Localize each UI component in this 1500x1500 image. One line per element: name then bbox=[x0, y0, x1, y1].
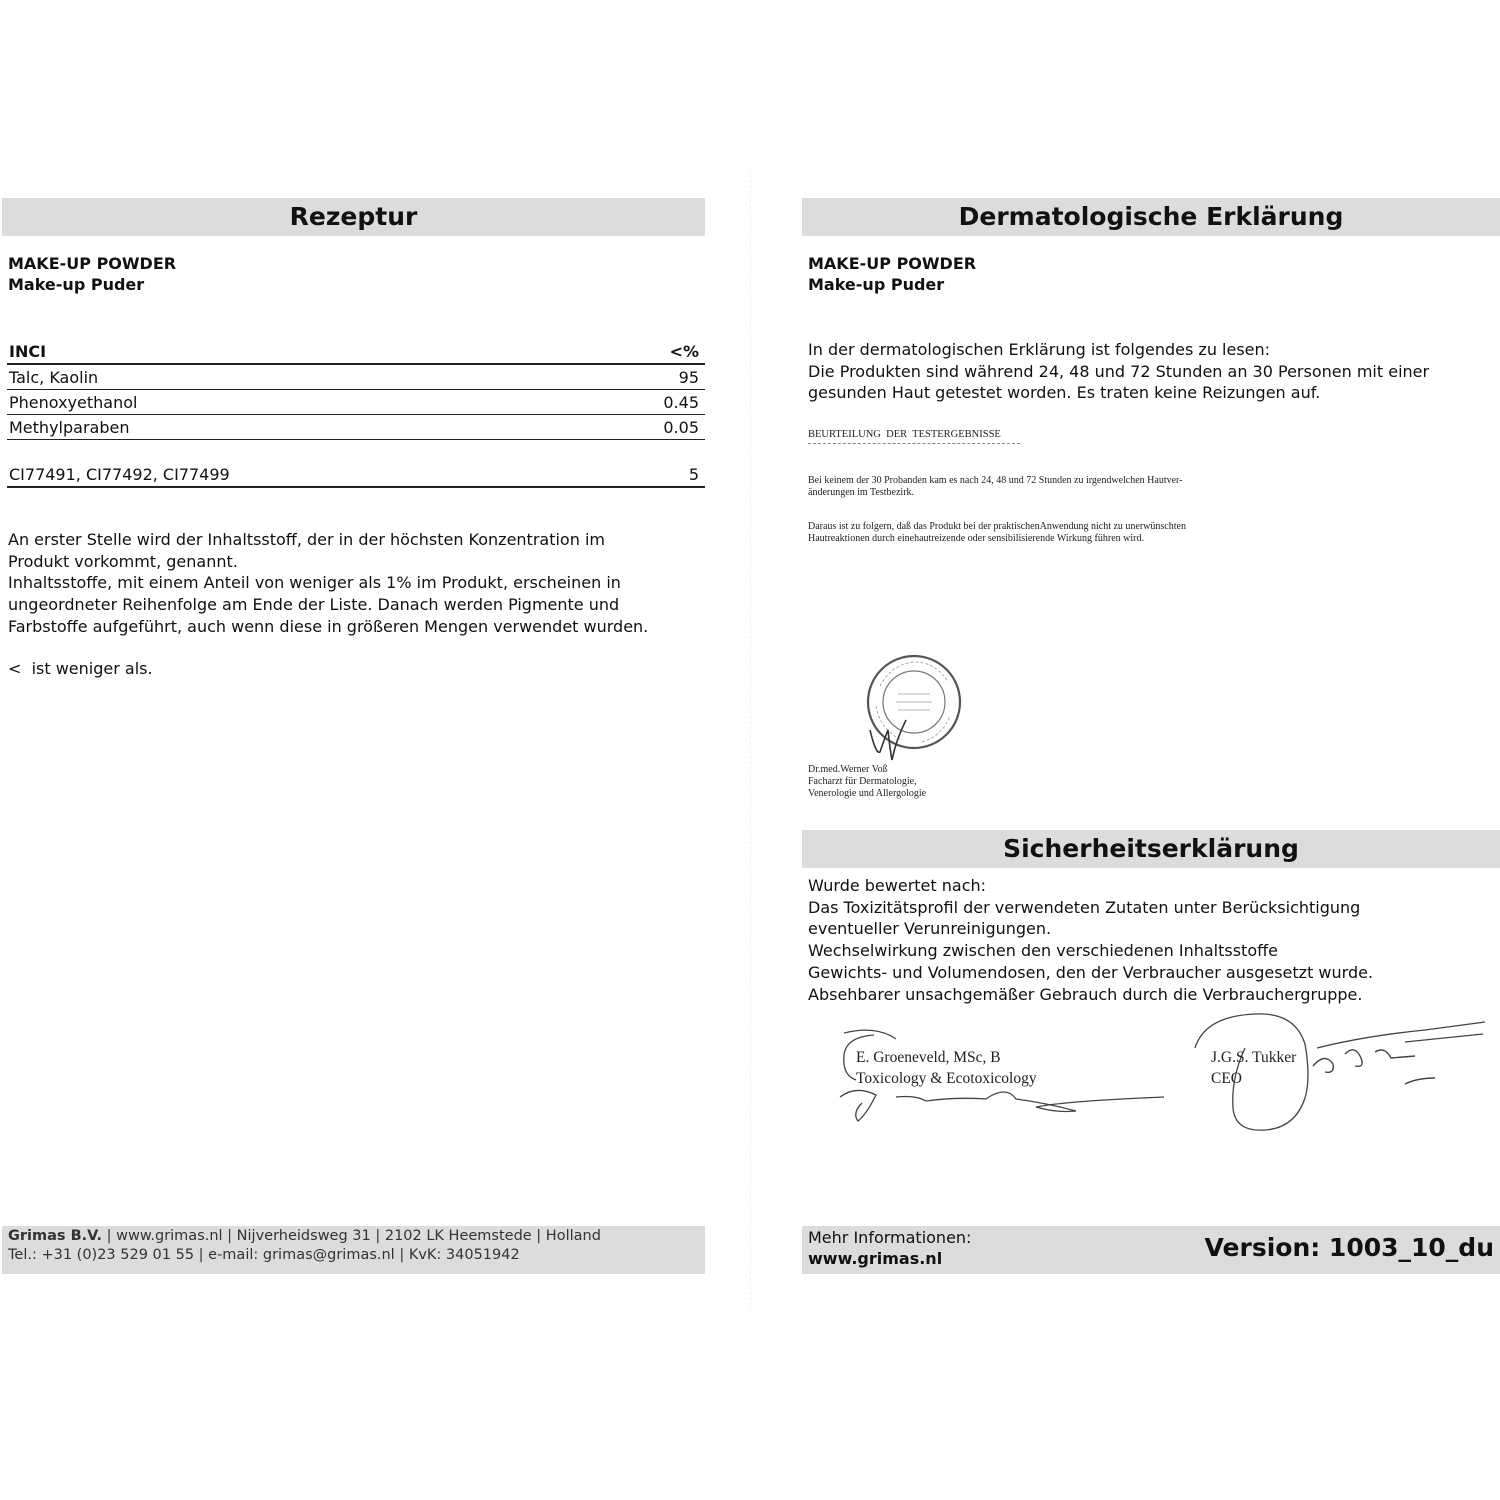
version-label: Version: 1003_10_du bbox=[1204, 1233, 1494, 1262]
derm-line: Die Produkten sind während 24, 48 und 72 Stunden an 30 Personen mit einer bbox=[808, 361, 1430, 381]
inci-explanation bbox=[8, 529, 708, 638]
left-footer bbox=[2, 1226, 705, 1274]
explanation-line: ungeordneter Reihenfolge am Ende der Liste. Danach werden Pigmente und bbox=[8, 595, 620, 615]
safety-title: Sicherheitserklärung bbox=[1003, 834, 1299, 863]
safety-statement bbox=[808, 875, 1498, 1005]
doctor-line: Facharzt für Dermatologie, bbox=[808, 776, 917, 787]
safety-line: Wechselwirkung zwischen den verschiedenen Inhaltsstoffe bbox=[808, 941, 1278, 961]
derm-header bbox=[802, 198, 1500, 236]
signatory-role: CEO bbox=[1211, 1070, 1242, 1087]
explanation-line: Produkt vorkommt, genannt. bbox=[8, 551, 238, 571]
inci-value: 5 bbox=[688, 465, 699, 484]
safety-line: Das Toxizitätsprofil der verwendeten Zutaten unter Berücksichtigung bbox=[808, 897, 1361, 917]
scan-line: Hautreaktionen durch einehautreizende oder sensibilisierende Wirkung führen wird. bbox=[808, 533, 1144, 544]
inci-header-value: <% bbox=[669, 342, 699, 361]
footer-address-line bbox=[8, 1227, 601, 1246]
right-product-name: MAKE-UP POWDER bbox=[808, 254, 977, 273]
less-than-note: < ist weniger als. bbox=[8, 659, 153, 678]
doctor-signature bbox=[866, 700, 946, 770]
derm-line: gesunden Haut getestet worden. Es traten keine Reizungen auf. bbox=[808, 383, 1321, 403]
inci-header-name: INCI bbox=[9, 342, 47, 361]
footer-company: Grimas B.V. bbox=[8, 1228, 103, 1244]
doctor-credentials bbox=[808, 764, 926, 800]
scan-paragraph-1 bbox=[808, 475, 1183, 499]
table-row bbox=[7, 414, 705, 440]
right-product-name-de: Make-up Puder bbox=[808, 275, 945, 294]
left-product-block bbox=[8, 253, 176, 295]
inci-value: 95 bbox=[678, 368, 699, 387]
scan-heading-text: BEURTEILUNG DER TESTERGEBNISSE bbox=[808, 429, 1001, 440]
scan-line: Daraus ist zu folgern, daß das Produkt bei der praktischenAnwendung nicht zu unerwünschten bbox=[808, 521, 1186, 532]
inci-name: CI77491, CI77492, CI77499 bbox=[9, 465, 230, 484]
right-product-block bbox=[808, 253, 976, 295]
more-info-label: Mehr Informationen: bbox=[808, 1228, 972, 1247]
left-product-name: MAKE-UP POWDER bbox=[8, 254, 177, 273]
signatory-tukker bbox=[1211, 1047, 1296, 1089]
inci-name: Talc, Kaolin bbox=[9, 368, 99, 387]
signatory-name: J.G.S. Tukker bbox=[1211, 1049, 1297, 1066]
safety-line: Absehbarer unsachgemäßer Gebrauch durch die Verbrauchergruppe. bbox=[808, 984, 1363, 1004]
safety-line: Wurde bewertet nach: bbox=[808, 876, 987, 895]
safety-line: Gewichts- und Volumendosen, den der Verbraucher ausgesetzt wurde. bbox=[808, 962, 1374, 982]
scan-paragraph-2 bbox=[808, 521, 1186, 545]
right-footer bbox=[802, 1226, 1500, 1274]
inci-value: 0.05 bbox=[663, 418, 699, 437]
website-link[interactable]: www.grimas.nl bbox=[808, 1249, 943, 1268]
footer-contact-line: Tel.: +31 (0)23 529 01 55 | e-mail: grimas@grimas.nl | KvK: 34051942 bbox=[8, 1247, 520, 1263]
inci-value: 0.45 bbox=[663, 393, 699, 412]
table-row bbox=[7, 461, 705, 488]
signatory-role: Toxicology & Ecotoxicology bbox=[856, 1070, 1037, 1087]
left-product-name-de: Make-up Puder bbox=[8, 275, 145, 294]
safety-header bbox=[802, 830, 1500, 868]
rezeptur-header bbox=[2, 198, 705, 236]
table-row bbox=[7, 389, 705, 415]
inci-name: Methylparaben bbox=[9, 418, 130, 437]
derm-line: In der dermatologischen Erklärung ist folgendes zu lesen: bbox=[808, 340, 1271, 359]
signatory-name: E. Groeneveld, MSc, B bbox=[856, 1049, 1001, 1066]
derm-title: Dermatologische Erklärung bbox=[958, 202, 1344, 231]
doctor-line: Venerologie und Allergologie bbox=[808, 788, 927, 799]
inci-name: Phenoxyethanol bbox=[9, 393, 138, 412]
derm-statement bbox=[808, 339, 1498, 404]
footer-address: | www.grimas.nl | Nijverheidsweg 31 | 2102 LK Heemstede | Holland bbox=[102, 1228, 601, 1244]
inci-header-row bbox=[7, 338, 705, 365]
scan-heading-underline bbox=[808, 443, 1020, 444]
scan-line: änderungen im Testbezirk. bbox=[808, 487, 915, 498]
page-divider bbox=[750, 170, 751, 1310]
table-row bbox=[7, 364, 705, 390]
safety-line: eventueller Verunreinigungen. bbox=[808, 919, 1052, 939]
signatory-groeneveld bbox=[856, 1047, 1037, 1089]
explanation-line: An erster Stelle wird der Inhaltsstoff, der in der höchsten Konzentration im bbox=[8, 530, 605, 549]
scan-line: Bei keinem der 30 Probanden kam es nach 24, 48 und 72 Stunden zu irgendwelchen Hautver- bbox=[808, 475, 1183, 486]
explanation-line: Farbstoffe aufgeführt, auch wenn diese in größeren Mengen verwendet wurden. bbox=[8, 616, 649, 636]
explanation-line: Inhaltsstoffe, mit einem Anteil von weniger als 1% im Produkt, erscheinen in bbox=[8, 573, 621, 593]
doctor-line: Dr.med.Werner Voß bbox=[808, 764, 888, 775]
scan-heading bbox=[808, 429, 1020, 444]
rezeptur-title: Rezeptur bbox=[289, 202, 418, 231]
